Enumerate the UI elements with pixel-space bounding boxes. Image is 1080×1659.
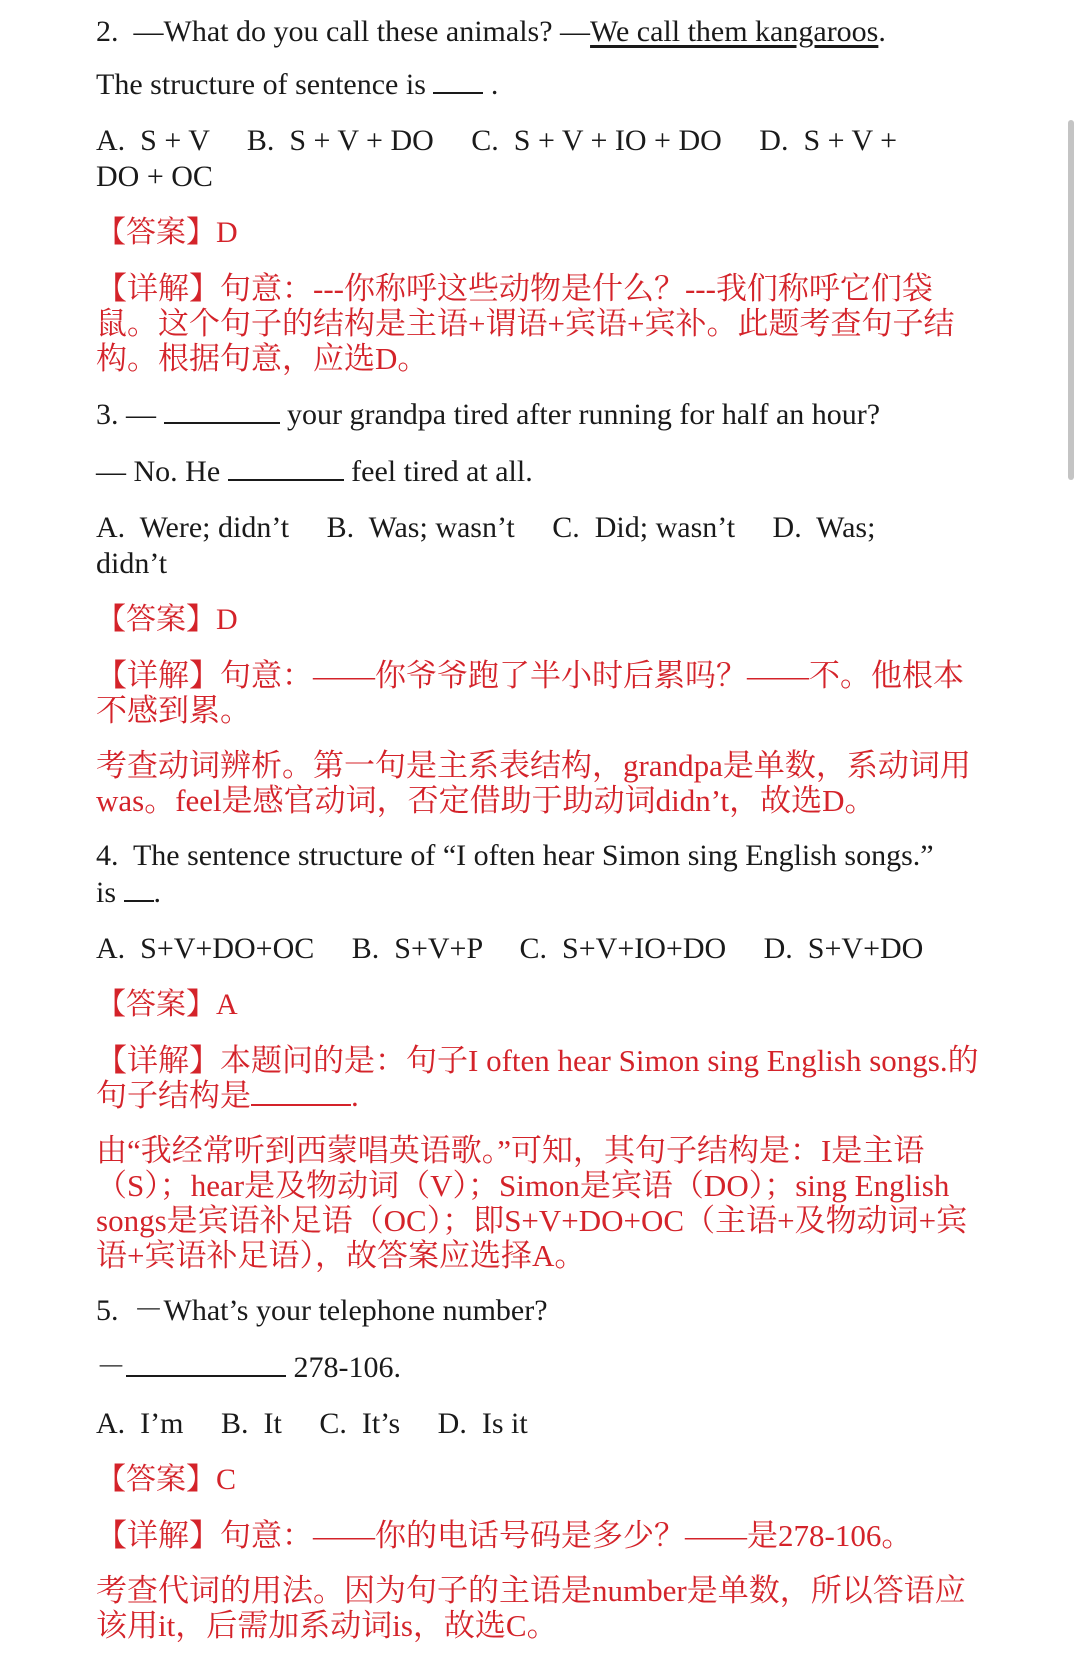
q3-stem xyxy=(96,396,986,433)
q4-options: A. S+V+DO+OC B. S+V+P C. S+V+IO+DO D. S+V+DO xyxy=(96,932,924,965)
worksheet xyxy=(96,14,986,1659)
q5-reply-text: 278-106. xyxy=(286,1351,401,1384)
q4-blank xyxy=(124,874,154,902)
q5-number: 5. xyxy=(96,1294,119,1327)
q5-reply xyxy=(96,1349,986,1386)
q5-options: A. I’m B. It C. It’s D. Is it xyxy=(96,1407,528,1440)
q2-stem-text: —What do you call these animals? — xyxy=(133,15,591,48)
q4-answer: 【答案】A xyxy=(96,988,238,1021)
q5-blank xyxy=(126,1349,286,1377)
q2-prompt xyxy=(96,66,986,103)
q3-options-line1: A. Were; didn’t B. Was; wasn’t C. Did; wasn’t D. Was; xyxy=(96,511,876,544)
q3-reply-end: feel tired at all. xyxy=(343,455,533,488)
q4-explanation-1-end: . xyxy=(351,1078,359,1113)
q2-options xyxy=(96,123,986,195)
q4-explanation-1-text: 【详解】本题问的是：句子I often hear Simon sing English songs.的句子结构是 xyxy=(96,1043,979,1113)
q3-reply xyxy=(96,453,986,490)
q5-stem-text: －What’s your telephone number? xyxy=(133,1294,548,1327)
q5-reply-dash: － xyxy=(96,1351,126,1384)
q2-options-line2: DO + OC xyxy=(96,160,213,193)
q3-options-line2: didn’t xyxy=(96,547,168,580)
q4-explanation-1 xyxy=(96,1043,986,1113)
q2-blank xyxy=(433,66,483,94)
q2-options-line1: A. S + V B. S + V + DO C. S + V + IO + DO D. S + V + xyxy=(96,124,898,157)
q3-reply-text: — No. He xyxy=(96,455,228,488)
q4-stem-end: . xyxy=(153,876,162,909)
q5-stem xyxy=(96,1293,986,1329)
q5-explanation-2: 考查代词的用法。因为句子的主语是number是单数，所以答语应该用it，后需加系动词is，故选C。 xyxy=(96,1573,966,1643)
q3-answer: 【答案】D xyxy=(96,603,238,636)
q3-blank-2 xyxy=(228,453,344,481)
q3-stem-text: your grandpa tired after running for half an hour? xyxy=(279,398,881,431)
q5-explanation-1: 【详解】句意：——你的电话号码是多少？——是278-106。 xyxy=(96,1518,913,1553)
q3-explanation-1: 【详解】句意：——你爷爷跑了半小时后累吗？——不。他根本不感到累。 xyxy=(96,658,964,728)
q3-number: 3. xyxy=(96,398,119,431)
q2-prompt-end: . xyxy=(483,68,499,101)
q4-explanation-blank xyxy=(251,1078,351,1106)
q4-number: 4. xyxy=(96,839,119,872)
q4-stem-is: is xyxy=(96,876,124,909)
q2-stem xyxy=(96,14,986,50)
q2-prompt-text: The structure of sentence is xyxy=(96,68,434,101)
scrollbar[interactable] xyxy=(1068,120,1074,480)
q4-stem xyxy=(96,838,986,911)
q3-blank-1 xyxy=(164,396,280,424)
q5-answer: 【答案】C xyxy=(96,1463,237,1496)
q3-dash: — xyxy=(118,398,164,431)
q2-explanation: 【详解】句意：---你称呼这些动物是什么？---我们称呼它们袋鼠。这个句子的结构是主语+谓语+宾语+宾补。此题考查句子结构。根据句意，应选D。 xyxy=(96,271,955,376)
q2-answer: 【答案】D xyxy=(96,216,238,249)
q3-explanation-2: 考查动词辨析。第一句是主系表结构，grandpa是单数，系动词用was。feel是感官动词，否定借助于助动词didn’t，故选D。 xyxy=(96,748,971,818)
q3-options xyxy=(96,510,986,582)
q2-stem-end: . xyxy=(878,15,886,48)
q4-stem-text: The sentence structure of “I often hear Simon sing English songs.” xyxy=(132,839,934,872)
q4-explanation-2: 由“我经常听到西蒙唱英语歌。”可知，其句子结构是：I是主语（S）；hear是及物动词（V）；Simon是宾语（DO）；sing English songs是宾语补足语（OC）；即S+V+DO+OC（主语+及物动词+宾语+宾语补足语），故答案应选择A。 xyxy=(96,1133,968,1273)
q2-number: 2. xyxy=(96,15,119,48)
q2-underlined-answer: We call them kangaroos xyxy=(590,15,879,48)
